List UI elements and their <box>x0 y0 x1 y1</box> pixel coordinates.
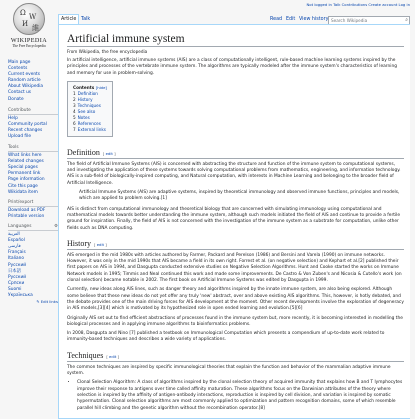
language-link[interactable]: Français <box>8 250 26 256</box>
language-link[interactable]: Español <box>8 238 25 244</box>
toc-item[interactable]: 2 History <box>73 96 93 102</box>
sidebar-item-community-portal[interactable]: Community portal <box>8 122 47 128</box>
globe-icon: Ω W И 維 <box>13 3 45 35</box>
article-tagline: From Wikipedia, the free encyclopedia <box>67 49 148 54</box>
sidebar-heading-tools: Tools <box>8 145 19 150</box>
tab-edit[interactable]: Edit <box>286 17 296 22</box>
sidebar-item-main-page[interactable]: Main page <box>8 60 31 65</box>
definition-paragraph: The field of Artificial Immune Systems (AIS) is concerned with abstracting the structure and function of the immune system to computational systems, and investigating the application of these systems towards solving computational problems from mathematics, engineering, and information technology. AIS is a sub-field of biologically-inspired computing, and Natural computation, with interests in Machine Learning and belonging to the broader field of Artificial Intelligence. <box>67 161 401 186</box>
sidebar-contribute <box>8 108 58 140</box>
toc-title: Contents <box>73 84 95 90</box>
table-of-contents <box>67 81 113 137</box>
sidebar-item-download-pdf[interactable]: Download as PDF <box>8 208 46 214</box>
list-item: • Clonal Selection Algorithm: A class of algorithms inspired by the clonal selection theory of acquired immunity that explains how B and T lymphocytes improve their response to antigens over time called affinity maturation. These algorithms focus on the Darwinian attributes of the theory where selection is inspired by the affinity of antigen-antibody interactions, reproduction is inspired by cell division, and variation is inspired by somatic hypermutation. Clonal selection algorithms are most commonly applied to optimization and pattern recognition domains, some of which resemble parallel hill climbing and the genetic algorithm without the recombination operator.[8] <box>77 380 404 411</box>
language-link[interactable]: 日本語 <box>8 268 21 274</box>
toc-hide-toggle[interactable]: [hide] <box>95 84 107 90</box>
sidebar-item-contents[interactable]: Contents <box>8 66 28 72</box>
tab-read[interactable]: Read <box>270 17 283 22</box>
search-input[interactable]: Search Wikipedia ⌕ <box>328 16 410 25</box>
section-heading-history: History [ edit ] <box>67 239 404 250</box>
wikipedia-logo[interactable] <box>3 3 55 51</box>
toc-item[interactable]: 7 External links <box>73 126 106 132</box>
language-link[interactable]: العربية <box>8 232 20 238</box>
article-content <box>58 24 410 419</box>
tab-view-history[interactable]: View history <box>299 17 329 22</box>
gear-icon[interactable]: ⚙ <box>54 224 58 229</box>
edit-links-button[interactable]: ✎ Edit links <box>36 299 58 305</box>
page-title: Artificial immune system <box>67 33 404 47</box>
section-heading-definition: Definition [ edit ] <box>67 148 404 159</box>
language-link[interactable]: Русский <box>8 262 27 268</box>
language-link[interactable]: Italiano <box>8 256 24 262</box>
sidebar-item-current-events[interactable]: Current events <box>8 72 40 78</box>
sidebar-item-related-changes[interactable]: Related changes <box>8 159 44 165</box>
sidebar-item-donate[interactable]: Donate <box>8 96 24 102</box>
toc-item[interactable]: 6 References <box>73 120 101 126</box>
sidebar-item-help[interactable]: Help <box>8 116 18 122</box>
sidebar-item-printable-version[interactable]: Printable version <box>8 214 45 220</box>
techniques-list <box>77 380 404 411</box>
toc-item[interactable]: 4 See also <box>73 108 96 114</box>
logo-tagline: The Free Encyclopedia <box>12 44 46 48</box>
edit-section-button[interactable]: edit <box>96 241 104 247</box>
language-link[interactable]: فارسی <box>8 244 21 250</box>
tab-article[interactable]: Article <box>58 14 79 24</box>
toc-item[interactable]: 1 Definition <box>73 90 98 96</box>
sidebar-print-export <box>8 200 58 220</box>
language-link[interactable]: Українська <box>8 293 33 299</box>
history-paragraph: Currently, new ideas along AIS lines, such as danger theory and algorithms inspired by the innate immune system, are also being explored. Although some believe that these new ideas do not yet offer any truly 'new' abstract, over and above existing AIS algorithms. This, however, is hotly debated, and the debate provides one of the main driving forces for AIS development at the moment. Other recent developments involve the exploration of degeneracy in AIS models,[3][4] which is motivated by its hypothesized role in open ended learning and evolution.[5][6] <box>67 287 404 312</box>
toc-item[interactable]: 3 Techniques <box>73 102 101 108</box>
sidebar-item-recent-changes[interactable]: Recent changes <box>8 128 43 134</box>
sidebar-item-random-article[interactable]: Random article <box>8 78 41 84</box>
section-heading-techniques: Techniques [ edit ] <box>67 351 404 362</box>
sidebar-item-what-links-here[interactable]: What links here <box>8 153 42 159</box>
sidebar-item-about[interactable]: About Wikipedia <box>8 84 44 90</box>
sidebar-navigation <box>8 60 58 103</box>
language-link[interactable]: Suomi <box>8 286 22 292</box>
history-paragraph: Originally AIS set out to find efficient abstractions of processes found in the immune system but, more recently, it is becoming interested in modelling the biological processes and in applying immune algorithms to bioinformatics problems. <box>67 315 403 327</box>
tab-talk[interactable]: Talk <box>81 17 91 22</box>
sidebar-item-upload-file[interactable]: Upload file <box>8 134 31 140</box>
sidebar-languages <box>8 224 58 305</box>
sidebar-item-wikidata-item[interactable]: Wikidata item <box>8 189 38 195</box>
edit-section-button[interactable]: edit <box>109 353 117 359</box>
page-tabs <box>58 0 415 24</box>
history-paragraph: In 2008, Dasgupta and Nino [7] published a textbook on Immunological Computation which presents a compendium of up-to-date work related to immunity-based techniques and describes a wide variety of applications. <box>67 331 385 343</box>
search-icon[interactable]: ⌕ <box>405 17 408 23</box>
sidebar-item-permanent-link[interactable]: Permanent link <box>8 171 41 177</box>
history-paragraph: AIS emerged in the mid 1980s with articles authored by Farmer, Packard and Perelson (1986) and Bersini and Varela (1990) on immune networks. However, it was only in the mid 1990s that AIS became a field in its own right. Forrest et al. (on negative selection) and Kephart et al.[2] published their first papers on AIS in 1994, and Dasgupta conducted extensive studies on Negative Selection Algorithms. Hunt and Cooke started the works on Immune Network models in 1995; Timmis and Neal continued this work and made some improvements. De Castro & Von Zuben's and Nicosia & Cutello's work (on clonal selection) became notable in 2002. The first book on Artificial Immune Systems was edited by Dasgupta in 1999. <box>67 252 402 284</box>
user-navigation[interactable]: Not logged in Talk Contributions Create account Log in <box>306 2 410 7</box>
logo-wordmark: WIKIPEDIA <box>10 37 48 44</box>
sidebar-item-special-pages[interactable]: Special pages <box>8 165 38 171</box>
edit-section-button[interactable]: edit <box>105 150 113 156</box>
techniques-paragraph: The common techniques are inspired by specific immunological theories that explain the function and behavior of the mammalian adaptive immune system. <box>67 364 391 377</box>
definition-paragraph: AIS is distinct from computational immunology and theoretical biology that are concerned with simulating immunology using computational and mathematical models towards better understanding the immune system, although such models initiated the field of AIS and continue to provide a fertile ground for inspiration. Finally, the field of AIS is not concerned with the investigation of the immune system as a substrate for computation, unlike other fields such as DNA computing. <box>67 206 401 231</box>
sidebar-tools <box>8 145 58 196</box>
language-link[interactable]: Русский <box>8 274 27 280</box>
toc-item[interactable]: 5 Notes <box>73 114 90 120</box>
sidebar-item-contact[interactable]: Contact us <box>8 90 32 96</box>
language-link[interactable]: Српски <box>8 280 25 286</box>
sidebar-item-page-information[interactable]: Page information <box>8 177 45 183</box>
definition-quote: Artificial Immune Systems (AIS) are adaptive systems, inspired by theoretical immunology and observed immune functions, principles and models, which are applied to problem solving.[1] <box>79 190 400 202</box>
article-intro: In artificial intelligence, artificial immune systems (AIS) are a class of computationally intelligent, rule-based machine learning systems inspired by the principles and processes of the vertebrate immune system. The algorithms are typically modeled after the immune system's characteristics of learning and memory for use in problem-solving. <box>67 58 397 76</box>
pencil-icon: ✎ <box>36 299 40 305</box>
sidebar-item-cite-this-page[interactable]: Cite this page <box>8 183 38 189</box>
sidebar-heading-languages: Languages <box>8 224 32 229</box>
sidebar-heading-print-export: Print/export <box>8 200 34 205</box>
sidebar-heading-contribute: Contribute <box>8 108 31 113</box>
